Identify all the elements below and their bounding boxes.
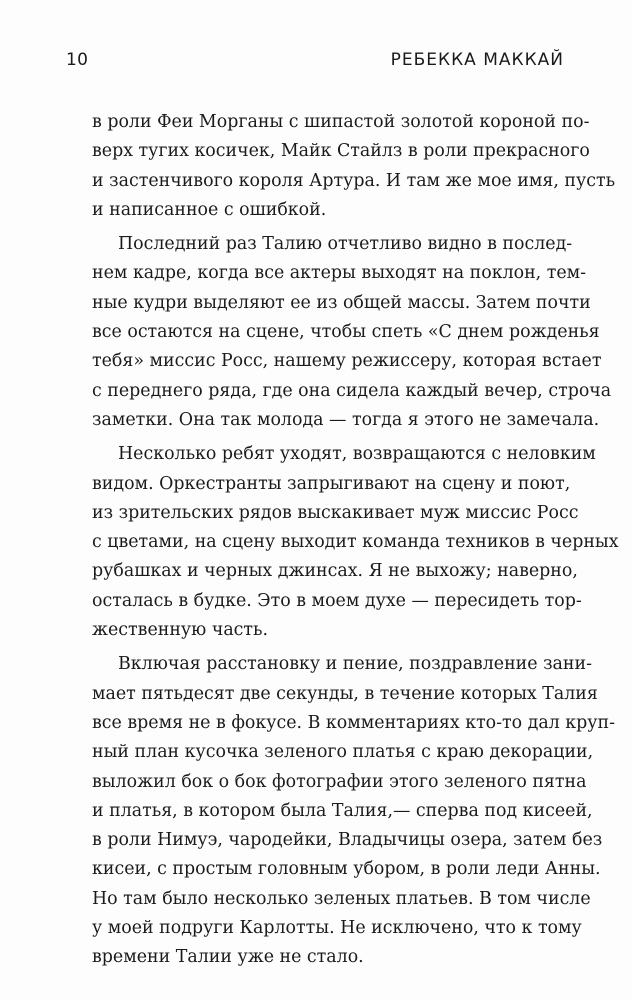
text-line: с переднего ряда, где она сидела каждый вечер, строча: [92, 380, 612, 401]
text-line: Последний раз Талию отчетливо видно в послед-: [118, 234, 573, 255]
text-line: жественную часть.: [92, 620, 269, 641]
text-line: все время не в фокусе. В комментариях кто-то дал круп-: [92, 712, 616, 733]
running-head-author: РЕБЕККА МАККАЙ: [390, 50, 564, 70]
text-line: рубашках и черных джинсах. Я не выхожу; наверно,: [92, 561, 578, 582]
text-line: тебя» миссис Росс, нашему режиссеру, которая встает: [92, 351, 602, 372]
text-line: нем кадре, когда все актеры выходят на поклон, тем-: [92, 263, 587, 284]
text-line: выложил бок о бок фотографии этого зеленого пятна: [92, 771, 587, 792]
text-line: осталась в будке. Это в моем духе — пересидеть тор-: [92, 590, 582, 611]
text-line: ные кудри выделяют ее из общей массы. Затем почти: [92, 292, 591, 313]
text-line: кисеи, с простым головным убором, в роли леди Анны.: [92, 859, 601, 880]
body-text: [92, 108, 619, 978]
paragraph-3: [92, 440, 619, 645]
page-header: [66, 50, 564, 80]
text-line: у моей подруги Карлотты. Не исключено, что к тому: [92, 918, 582, 939]
text-line: верх тугих косичек, Майк Стайлз в роли прекрасного: [92, 141, 590, 162]
text-line: мает пятьдесят две секунды, в течение которых Талия: [92, 683, 598, 704]
text-line: все остаются на сцене, чтобы спеть «С днем рожденья: [92, 322, 600, 343]
text-line: и платья, в котором была Талия,— сперва под кисеей,: [92, 800, 593, 821]
paragraph-2: [92, 230, 612, 435]
page-number: 10: [66, 50, 89, 70]
text-line: с цветами, на сцену выходит команда техников в черных: [92, 532, 619, 553]
paragraph-4: [92, 650, 616, 972]
text-line: в роли Нимуэ, чародейки, Владычицы озера, затем без: [92, 830, 603, 851]
text-line: и застенчивого короля Артура. И там же мое имя, пусть: [92, 170, 616, 191]
text-line: из зрительских рядов выскакивает муж миссис Росс: [92, 502, 579, 523]
text-line: времени Талии уже не стало.: [92, 947, 364, 968]
text-line: и написанное с ошибкой.: [92, 199, 327, 220]
text-line: Включая расстановку и пение, поздравление зани-: [118, 654, 592, 675]
paragraph-1: [92, 108, 616, 225]
text-line: заметки. Она так молода — тогда я этого не замечала.: [92, 409, 600, 430]
text-line: ный план кусочка зеленого платья с краю декорации,: [92, 742, 594, 763]
text-line: в роли Феи Морганы с шипастой золотой короной по-: [92, 112, 590, 132]
text-line: видом. Оркестранты запрыгивают на сцену и поют,: [92, 473, 571, 494]
text-line: Но там было несколько зеленых платьев. В том числе: [92, 888, 591, 909]
text-line: Несколько ребят уходят, возвращаются с неловким: [118, 444, 596, 465]
